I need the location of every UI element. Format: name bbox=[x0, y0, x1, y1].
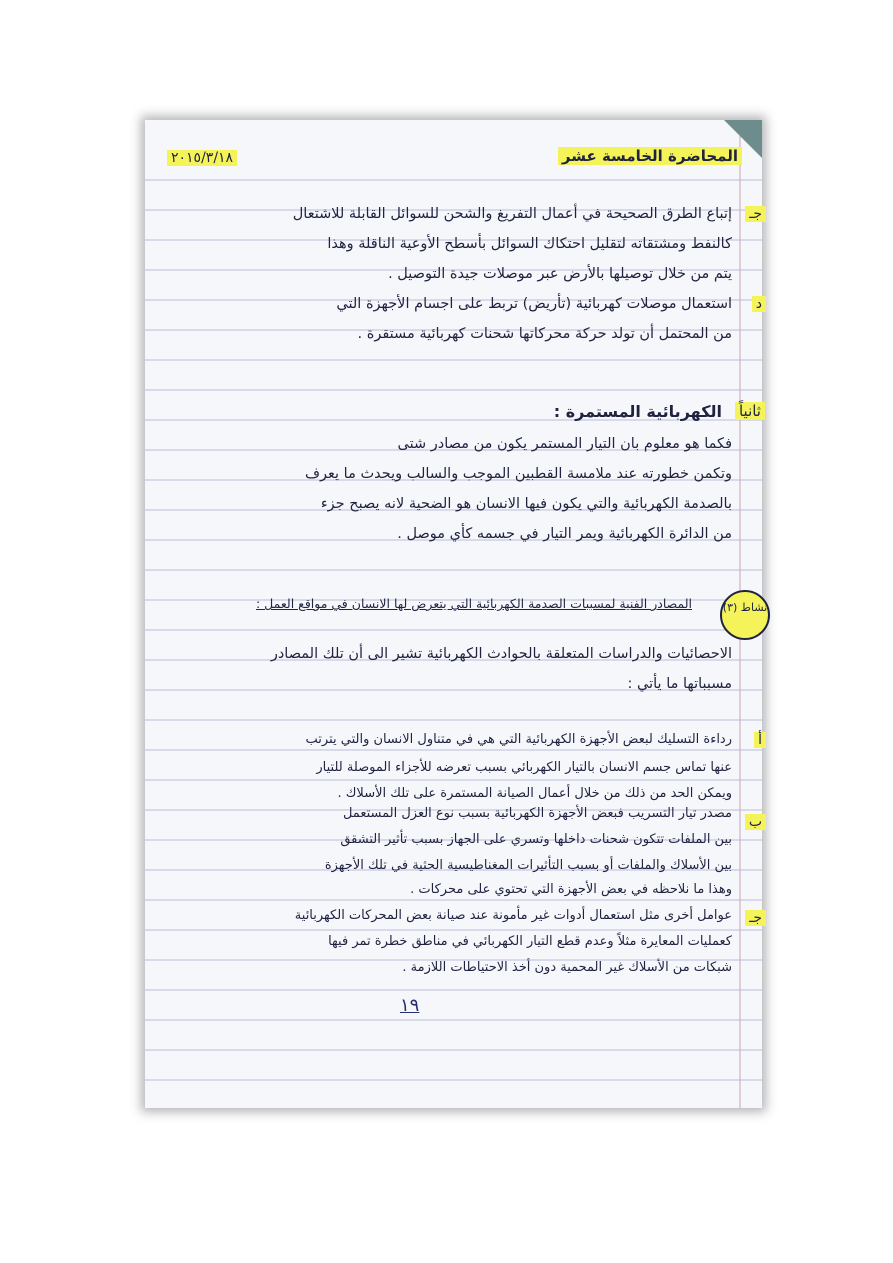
point-j-line: يتم من خلال توصيلها بالأرض عبر موصلات جيدة التوصيل . bbox=[388, 266, 732, 282]
activity-note: نشاط (٣) bbox=[720, 590, 770, 640]
point-j-marker: جـ bbox=[745, 206, 766, 222]
section-line: فكما هو معلوم بان التيار المستمر يكون من مصادر شتى bbox=[397, 436, 732, 452]
item-c-line: شبكات من الأسلاك غير المحمية دون أخذ الاحتياطات اللازمة . bbox=[402, 960, 732, 975]
section-line: بالصدمة الكهربائية والتي يكون فيها الانسان هو الضحية لانه يصبح جزء bbox=[320, 496, 732, 512]
item-c-line: عوامل أخرى مثل استعمال أدوات غير مأمونة عند صيانة بعض المحركات الكهربائية bbox=[294, 908, 732, 923]
item-c-line: كعمليات المعايرة مثلاً وعدم قطع التيار الكهربائي في مناطق خطرة تمر فيها bbox=[328, 934, 732, 949]
point-d-marker: د bbox=[752, 296, 766, 312]
subsection-intro-line: مسبباتها ما يأتي : bbox=[627, 676, 732, 692]
item-a-line: ويمكن الحد من ذلك من خلال أعمال الصيانة المستمرة على تلك الأسلاك . bbox=[337, 786, 732, 801]
page-number: ١٩ bbox=[400, 995, 420, 1016]
item-c-marker: جـ bbox=[745, 910, 766, 926]
section-number: ثانياً bbox=[735, 402, 765, 420]
section-line: من الدائرة الكهربائية ويمر التيار في جسمه كأي موصل . bbox=[397, 526, 732, 542]
point-j-line: كالنفط ومشتقاته لتقليل احتكاك السوائل بأسطح الأوعية الناقلة وهذا bbox=[327, 236, 732, 252]
lecture-title: المحاضرة الخامسة عشر bbox=[558, 147, 742, 165]
item-b-line: مصدر تيار التسريب فبعض الأجهزة الكهربائية بسبب نوع العزل المستعمل bbox=[342, 806, 732, 821]
subsection-title: المصادر الفنية لمسببات الصدمة الكهربائية التي يتعرض لها الانسان في مواقع العمل : bbox=[256, 596, 692, 611]
section-line: وتكمن خطورته عند ملامسة القطبين الموجب والسالب ويحدث ما يعرف bbox=[305, 466, 732, 482]
section-title: الكهربائية المستمرة : bbox=[553, 402, 722, 421]
item-a-marker: أ bbox=[754, 732, 766, 748]
lecture-date: ٢٠١٥/٣/١٨ bbox=[167, 150, 237, 166]
notebook-page bbox=[145, 120, 768, 1108]
item-a-line: عنها تماس جسم الانسان بالتيار الكهربائي بسبب تعرضه للأجزاء الموصلة للتيار bbox=[316, 760, 732, 775]
item-b-line: وهذا ما نلاحظه في بعض الأجهزة التي تحتوي على محركات . bbox=[410, 882, 732, 897]
item-b-line: بين الملفات تتكون شحنات داخلها وتسري على الجهاز بسبب تأثير التشقق bbox=[340, 832, 732, 847]
item-b-marker: ب bbox=[745, 814, 766, 830]
item-b-line: بين الأسلاك والملفات أو بسبب التأثيرات المغناطيسية الحثية في تلك الأجهزة bbox=[324, 858, 732, 873]
point-j-line: إتباع الطرق الصحيحة في أعمال التفريغ والشحن للسوائل القابلة للاشتعال bbox=[292, 206, 732, 222]
item-a-line: رداءة التسليك لبعض الأجهزة الكهربائية التي هي في متناول الانسان والتي يترتب bbox=[305, 732, 732, 747]
subsection-intro-line: الاحصائيات والدراسات المتعلقة بالحوادث الكهربائية تشير الى أن تلك المصادر bbox=[270, 646, 732, 662]
point-d-line: استعمال موصلات كهربائية (تأريض) تربط على اجسام الأجهزة التي bbox=[336, 296, 732, 312]
point-d-line: من المحتمل أن تولد حركة محركاتها شحنات كهربائية مستقرة . bbox=[357, 326, 732, 342]
